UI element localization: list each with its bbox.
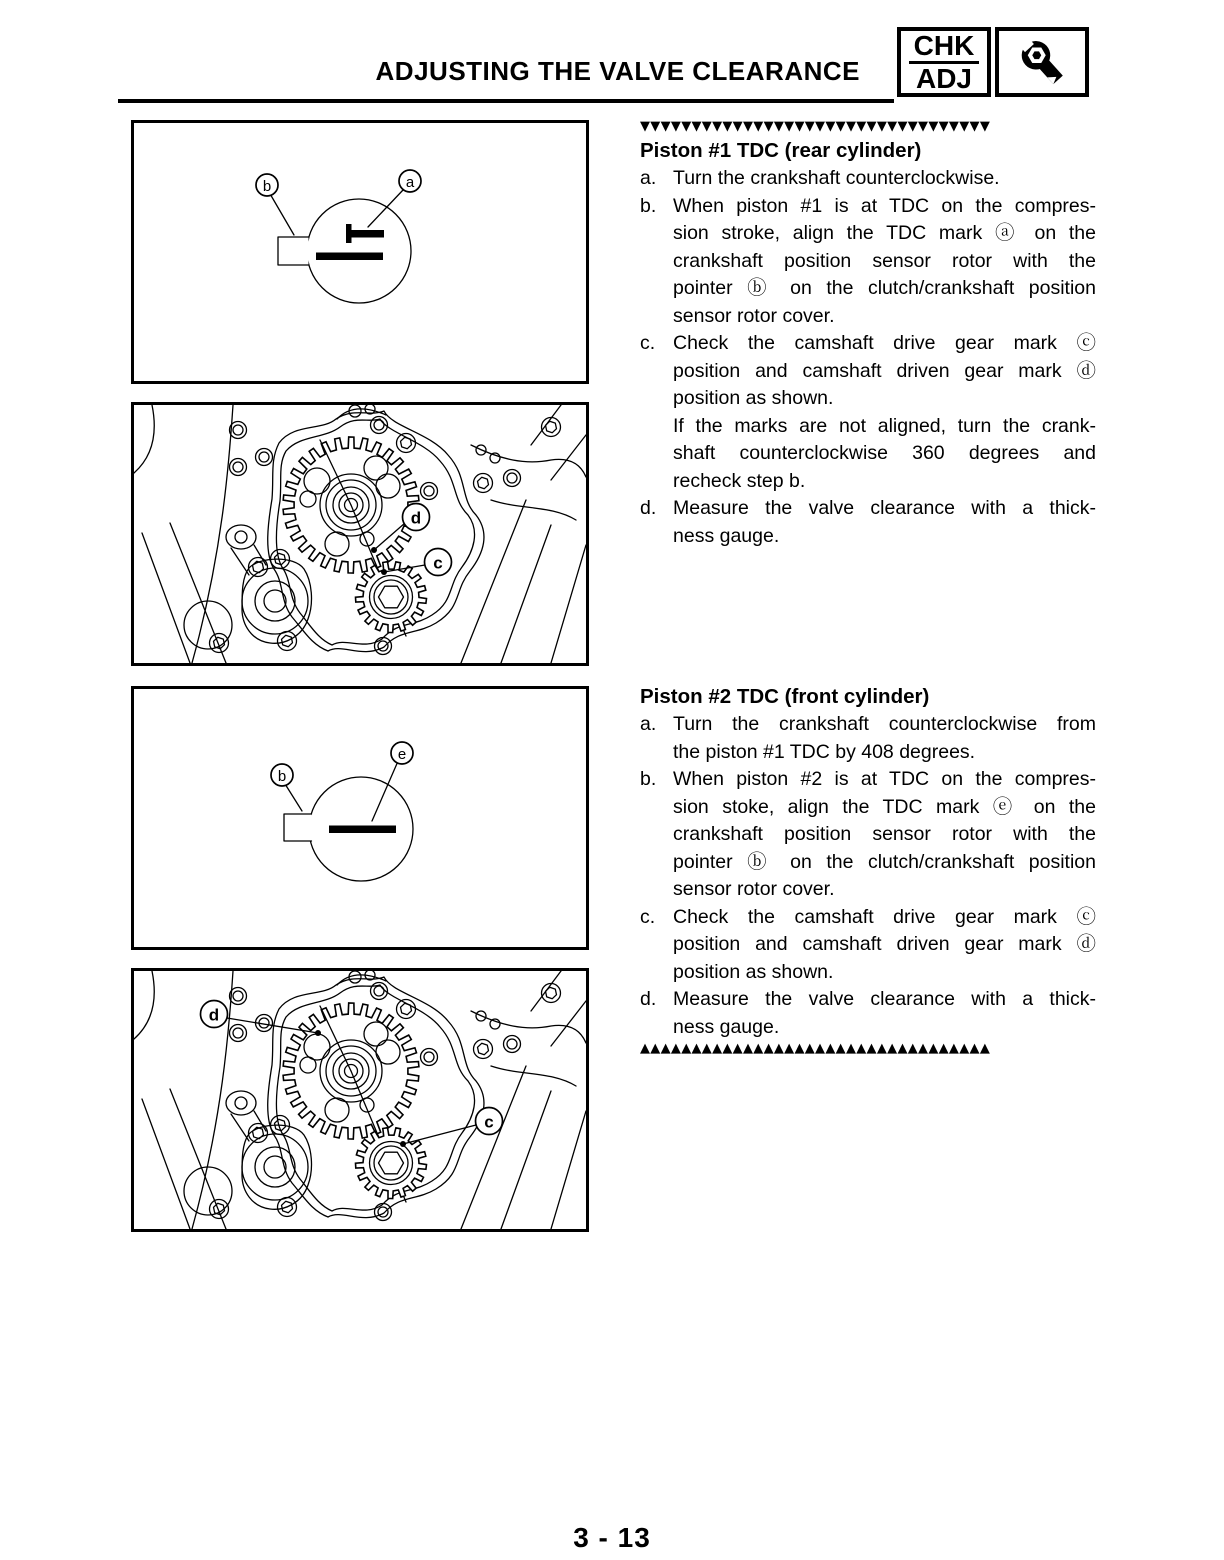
- text-line: When piston #1 is at TDC on the compres-: [673, 194, 1096, 217]
- step-label: c.: [640, 332, 656, 354]
- section-start-marker: ▼▼▼▼▼▼▼▼▼▼▼▼▼▼▼▼▼▼▼▼▼▼▼▼▼▼▼▼▼▼▼▼▼▼: [640, 119, 991, 134]
- header-rule: [118, 99, 894, 103]
- text-line: crankshaft position sensor rotor with the: [673, 249, 1096, 272]
- section-heading: Piston #1 TDC (rear cylinder): [640, 139, 922, 162]
- text-line: position as shown.: [673, 387, 834, 409]
- step-label: b.: [640, 768, 657, 790]
- step-body: [673, 904, 1096, 987]
- chk-adj-label: [897, 27, 991, 97]
- step-item: [640, 330, 1096, 495]
- text-line: ness gauge.: [673, 1015, 780, 1038]
- section-heading: Piston #2 TDC (front cylinder): [640, 685, 930, 708]
- page-number: 3 - 13: [573, 1522, 651, 1553]
- text-line: Check the camshaft drive gear mark ⓒ: [673, 905, 1096, 928]
- step-body: [673, 165, 1096, 193]
- step-body: [673, 711, 1096, 766]
- text-line: the piston #1 TDC by 408 degrees.: [673, 740, 976, 763]
- step-item: [640, 766, 1096, 904]
- callout-d: d: [410, 508, 422, 528]
- page-title: ADJUSTING THE VALVE CLEARANCE: [375, 56, 860, 86]
- text-line: Turn the crankshaft counterclockwise.: [673, 167, 1000, 189]
- tdc-mark-bar: [346, 230, 384, 238]
- step-body: [673, 193, 1096, 331]
- text-line: If the marks are not aligned, turn the crank-: [673, 414, 1096, 437]
- step-label: d.: [640, 497, 657, 519]
- callout-c: c: [433, 553, 443, 573]
- text-line: crankshaft position sensor rotor with the: [673, 823, 1096, 845]
- callout-d: d: [208, 1005, 220, 1025]
- text-line: position and camshaft driven gear mark ⓓ: [673, 933, 1096, 955]
- callout-c: c: [484, 1112, 494, 1132]
- text-line: sion stoke, align the TDC mark ⓔ on the: [673, 795, 1096, 818]
- figure-rotor-tdc2: [131, 686, 589, 950]
- tdc-mark-bar: [329, 826, 396, 834]
- step-item: [640, 165, 1096, 193]
- callout-b: b: [277, 768, 287, 785]
- text-line: When piston #2 is at TDC on the compres-: [673, 768, 1096, 790]
- callout-b: b: [262, 178, 272, 195]
- step-item: [640, 986, 1096, 1041]
- step-label: a.: [640, 167, 657, 189]
- step-body: [673, 986, 1096, 1041]
- section-piston1-tdc: [640, 119, 1096, 550]
- badge-adj-text: ADJ: [915, 62, 972, 94]
- text-line: pointer ⓑ on the clutch/crankshaft position: [673, 850, 1096, 873]
- step-body: [673, 766, 1096, 904]
- badge-chk-text: CHK: [909, 31, 980, 64]
- step-item: [640, 904, 1096, 987]
- text-line: sensor rotor cover.: [673, 878, 835, 900]
- step-item: [640, 711, 1096, 766]
- callout-e: e: [397, 746, 407, 763]
- text-line: position and camshaft driven gear mark ⓓ: [673, 359, 1096, 382]
- step-body: [673, 495, 1096, 550]
- callout-a: a: [405, 174, 415, 191]
- text-line: position as shown.: [673, 960, 834, 983]
- wrench-icon: [995, 27, 1089, 97]
- step-item: [640, 495, 1096, 550]
- figure-gears-tdc2: [131, 968, 589, 1232]
- step-label: a.: [640, 713, 657, 735]
- rotor-slot-bar: [316, 253, 383, 261]
- step-label: d.: [640, 988, 657, 1010]
- text-line: shaft counterclockwise 360 degrees and: [673, 442, 1096, 464]
- figure-gears-tdc1: [131, 402, 589, 666]
- text-line: Measure the valve clearance with a thick-: [673, 988, 1096, 1010]
- step-label: b.: [640, 194, 657, 217]
- text-line: sensor rotor cover.: [673, 304, 835, 327]
- text-line: Measure the valve clearance with a thick-: [673, 497, 1096, 519]
- text-line: ness gauge.: [673, 524, 780, 547]
- step-label: c.: [640, 905, 656, 928]
- step-body: [673, 330, 1096, 495]
- text-line: sion stroke, align the TDC mark ⓐ on the: [673, 222, 1096, 244]
- text-line: pointer ⓑ on the clutch/crankshaft position: [673, 277, 1096, 299]
- figure-rotor-tdc1: [131, 120, 589, 384]
- text-line: Check the camshaft drive gear mark ⓒ: [673, 332, 1096, 354]
- text-line: recheck step b.: [673, 469, 806, 492]
- step-item: [640, 193, 1096, 331]
- text-line: Turn the crankshaft counterclockwise from: [673, 713, 1096, 735]
- section-end-marker: ▲▲▲▲▲▲▲▲▲▲▲▲▲▲▲▲▲▲▲▲▲▲▲▲▲▲▲▲▲▲▲▲▲▲: [640, 1041, 991, 1056]
- chk-adj-badge: [897, 27, 1089, 97]
- section-piston2-tdc: [640, 681, 1096, 1057]
